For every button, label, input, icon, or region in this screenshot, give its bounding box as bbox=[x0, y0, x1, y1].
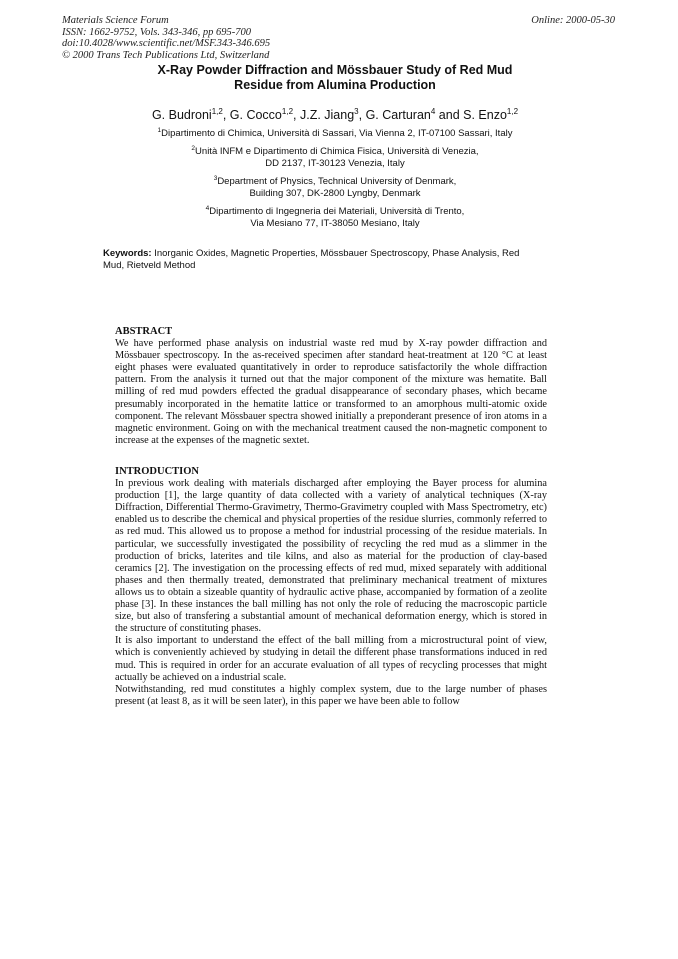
doi-line: doi:10.4028/www.scientific.net/MSF.343-346.695 bbox=[62, 38, 271, 49]
introduction-section bbox=[115, 466, 547, 708]
author bbox=[366, 108, 464, 122]
keywords bbox=[103, 248, 543, 272]
author-affil-sup: 3 bbox=[354, 106, 359, 116]
paper-title bbox=[90, 63, 580, 93]
author-separator: , bbox=[358, 108, 366, 122]
keywords-label: Keywords: bbox=[103, 248, 152, 259]
affiliation-list bbox=[90, 128, 580, 236]
issn-line: ISSN: 1662-9752, Vols. 343-346, pp 695-700 bbox=[62, 26, 251, 38]
title-line-2: Residue from Alumina Production bbox=[234, 78, 436, 92]
affiliation-number: 4 bbox=[205, 204, 210, 212]
affiliation-line bbox=[90, 176, 580, 188]
affiliation-text: Unità INFM e Dipartimento di Chimica Fisica, Università di Venezia, bbox=[195, 146, 479, 157]
online-date: Online: 2000-05-30 bbox=[531, 15, 615, 26]
affiliation-text: DD 2137, IT-30123 Venezia, Italy bbox=[265, 158, 405, 169]
abstract-text: We have performed phase analysis on industrial waste red mud by X-ray powder diffraction and Mössbauer spectroscopy. In the as-received specimen after standard heat-treatment at 120 °C at least eight phases were evaluated quantitatively in order to reproduce satisfactorily the whole diffraction pattern. From the analysis it turned out that the major component of the mixture was hematite. Ball milling of red mud powders effected the gradual disappearance of secondary phases, which became presumably incorporated in the hematite lattice or transformed to an amorphous multi-atomic oxide component. The relevant Mössbauer spectra showed initially a preponderant presence of iron atoms in a magnetic environment. Going on with the mechanical treatment caused the non-magnetic component to increase at the expenses of the magnetic sextet. bbox=[115, 338, 547, 446]
author-name: S. Enzo bbox=[463, 108, 507, 122]
affiliation-line bbox=[90, 146, 580, 158]
author-list bbox=[90, 108, 580, 122]
introduction-paragraph: In previous work dealing with materials discharged after employing the Bayer process for alumina production [1], the large quantity of data collected with a variety of analytical techniques (X-ray Diffraction, Differential Thermo-Gravimetry, Thermo-Gravimetry coupled with Mass Spectrometry, etc) enabled us to describe the chemical and physical properties of the residue slurries, commonly referred to as red mud. This allowed us to propose a method for industrial processing of the residue materials. In particular, we successfully investigated the possibility of recycling the red mud as a slimmer in the production of bricks, laterites and tile kilns, and also as material for the production of clay-based ceramics [2]. The investigation on the processing effects of red mud, mixed separately with additional phases and then thermally treated, demonstrated that preliminary mechanical treatment of mixtures allows us to obtain a sizeable quantity of hydraulic active phase, accompanied by formation of a zeolite phase [3]. In these instances the ball milling has not only the role of reducing the macroscopic particle size, but also of transfering a substantial amount of mechanical deformation energy, which is stored in the structure of constituting phases. bbox=[115, 478, 547, 635]
introduction-heading: INTRODUCTION bbox=[115, 466, 200, 477]
affiliation-line bbox=[90, 206, 580, 218]
author-name: G. Carturan bbox=[365, 108, 431, 122]
journal-name: Materials Science Forum bbox=[62, 15, 169, 26]
author-separator: , bbox=[293, 108, 300, 122]
introduction-paragraph: Notwithstanding, red mud constitutes a highly complex system, due to the large number of phases present (at least 8, as it will be seen later), in this paper we have been able to follow bbox=[115, 683, 547, 707]
author-affil-sup: 1,2 bbox=[506, 106, 519, 116]
author bbox=[152, 108, 230, 122]
author bbox=[463, 108, 518, 122]
affiliation-line bbox=[90, 128, 580, 140]
affiliation-text: Department of Physics, Technical University of Denmark, bbox=[217, 176, 457, 187]
author-name: G. Budroni bbox=[151, 108, 212, 122]
author-affil-sup: 1,2 bbox=[281, 106, 294, 116]
affiliation-number: 1 bbox=[157, 126, 162, 134]
affiliation-text: Via Mesiano 77, IT-38050 Mesiano, Italy bbox=[250, 218, 420, 229]
title-line-1: X-Ray Powder Diffraction and Mössbauer Study of Red Mud bbox=[157, 63, 513, 77]
abstract-heading: ABSTRACT bbox=[115, 326, 173, 337]
author bbox=[300, 108, 366, 122]
abstract-section bbox=[115, 326, 547, 447]
affiliation-1 bbox=[90, 128, 580, 140]
affiliation-number: 3 bbox=[213, 174, 218, 182]
author-name: J.Z. Jiang bbox=[299, 108, 355, 122]
affiliation-2 bbox=[90, 146, 580, 170]
affiliation-number: 2 bbox=[191, 144, 196, 152]
affiliation-text: Dipartimento di Ingegneria dei Materiali, Università di Trento, bbox=[209, 206, 465, 217]
affiliation-text: Dipartimento di Chimica, Università di Sassari, Via Vienna 2, IT-07100 Sassari, Italy bbox=[161, 128, 513, 139]
author-separator: and bbox=[435, 108, 464, 122]
copyright-line: © 2000 Trans Tech Publications Ltd, Switzerland bbox=[62, 49, 270, 61]
affiliation-3 bbox=[90, 176, 580, 200]
keywords-text: Inorganic Oxides, Magnetic Properties, Mössbauer Spectroscopy, Phase Analysis, Red Mud, Rietveld Method bbox=[103, 248, 520, 271]
author-name: G. Cocco bbox=[229, 108, 282, 122]
author-separator: , bbox=[222, 108, 230, 122]
affiliation-4 bbox=[90, 206, 580, 230]
introduction-paragraph: It is also important to understand the effect of the ball milling from a microstructural point of view, which is conveniently achieved by studying in detail the different phase transformations induced in red mud. This is required in order for an accurate evaluation of all types of recycling processes that might actually be achieved on a industrial scale. bbox=[115, 635, 547, 683]
author bbox=[230, 108, 300, 122]
affiliation-text: Building 307, DK-2800 Lyngby, Denmark bbox=[249, 188, 421, 199]
author-affil-sup: 4 bbox=[430, 106, 436, 116]
author-affil-sup: 1,2 bbox=[211, 106, 223, 116]
